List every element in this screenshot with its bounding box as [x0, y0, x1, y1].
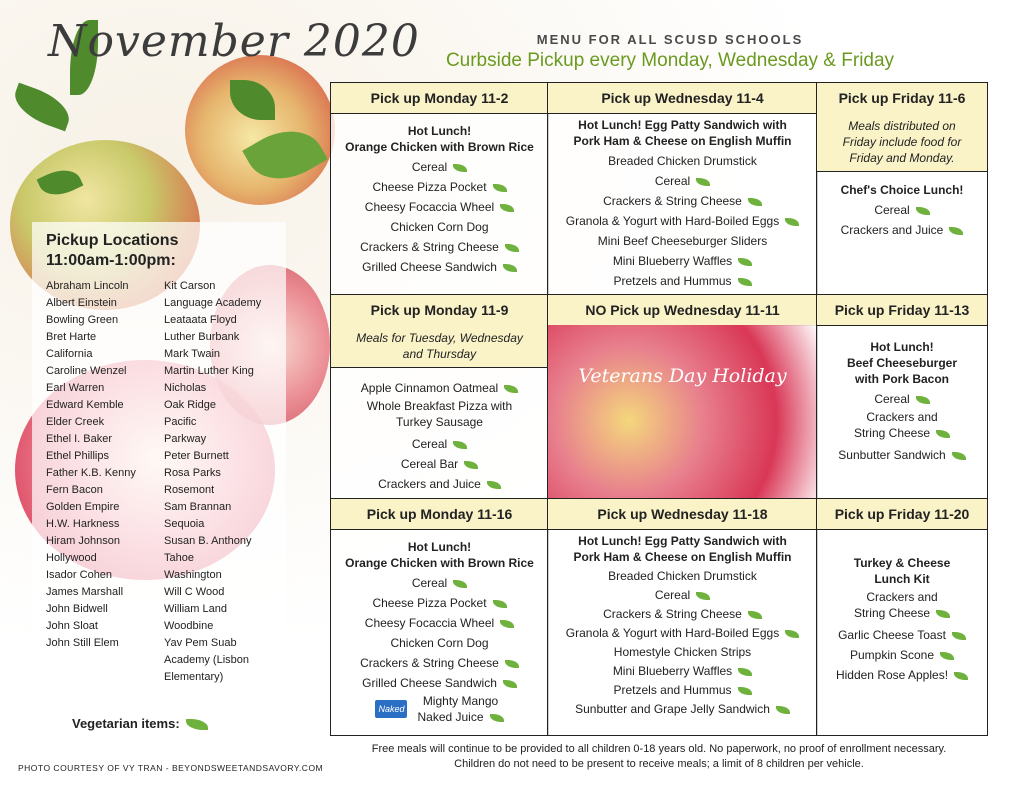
location-item: Will C Wood	[164, 586, 225, 598]
leaf-icon	[952, 452, 966, 460]
location-item: Albert Einstein	[46, 297, 117, 309]
location-item: Edward Kemble	[46, 399, 124, 411]
menu-item: Pretzels and Hummus	[548, 271, 817, 291]
vegetarian-legend: Vegetarian items:	[72, 716, 208, 731]
footer-note: Free meals will continue to be provided to all children 0-18 years old. No paperwork, no proof of enrollment necessary. Children do not need to be present to receive meals; a limit of 8 children per vehicle.	[371, 743, 947, 770]
leaf-icon	[940, 652, 954, 660]
menu-item: Crackers & String Cheese	[548, 191, 817, 211]
menu-item: Crackers and Juice	[817, 220, 987, 240]
menu-item: Breaded Chicken Drumstick	[608, 569, 757, 583]
leaf-icon	[949, 227, 963, 235]
location-item: Elementary)	[164, 671, 224, 683]
location-item: Elder Creek	[46, 416, 105, 428]
location-item: Yav Pem Suab	[164, 637, 237, 649]
leaf-icon	[696, 592, 710, 600]
menu-cell-friday-11-6	[816, 82, 988, 296]
menu-item: Chicken Corn Dog	[390, 220, 489, 234]
leaf-icon	[916, 207, 930, 215]
hot-lunch: Hot Lunch! Orange Chicken with Brown Rice	[345, 124, 534, 154]
menu-item: Pretzels and Hummus	[548, 681, 817, 700]
menu-item: Crackers & String Cheese	[548, 605, 817, 624]
menu-item: Cheese Pizza Pocket	[331, 593, 548, 613]
page-title: November 2020	[48, 16, 420, 67]
menu-cell-wednesday-11-4	[547, 82, 818, 296]
menu-item: Granola & Yogurt with Hard-Boiled Eggs	[548, 211, 817, 231]
apple-slice-image	[548, 325, 817, 499]
location-item: Sam Brannan	[164, 501, 232, 513]
leaf-icon	[453, 441, 467, 449]
hot-lunch: Chef's Choice Lunch!	[840, 183, 964, 197]
location-item: Language Academy	[164, 297, 262, 309]
location-item: Caroline Wenzel	[46, 365, 127, 377]
hot-lunch: Hot Lunch! Egg Patty Sandwich with Pork Ham & Cheese on English Muffin	[573, 118, 792, 148]
menu-item: Mini Blueberry Waffles	[548, 251, 817, 271]
menu-cell-friday-11-13	[816, 294, 988, 500]
leaf-icon	[696, 178, 710, 186]
cell-note: Meals distributed on Friday include food for Friday and Monday.	[817, 113, 987, 172]
holiday-label: Veterans Day Holiday	[578, 365, 787, 387]
pickup-heading: Curbside Pickup every Monday, Wednesday & Friday	[445, 50, 895, 71]
hot-lunch: Turkey & Cheese Lunch Kit	[853, 556, 951, 586]
leaf-icon	[186, 719, 208, 730]
menu-item: Turkey Sausage	[396, 415, 483, 429]
menu-item: Cereal Bar	[331, 454, 548, 474]
location-item: Academy (Lisbon	[164, 654, 249, 666]
location-item: Kit Carson	[164, 280, 216, 292]
menu-item: Grilled Cheese Sandwich	[331, 257, 548, 277]
leaf-icon	[748, 611, 762, 619]
location-item: John Sloat	[46, 620, 98, 632]
leaf-icon	[936, 430, 950, 438]
leaf-icon	[785, 630, 799, 638]
menu-cell-monday-11-9	[330, 294, 549, 500]
location-item: Mark Twain	[164, 348, 221, 360]
menu-cell-monday-11-16	[330, 498, 549, 736]
menu-item: Mini Beef Cheeseburger Sliders	[597, 234, 768, 248]
location-item: H.W. Harkness	[46, 518, 120, 530]
leaf-icon	[453, 580, 467, 588]
leaf-icon	[493, 600, 507, 608]
cell-heading: Pick up Wednesday 11-4	[548, 83, 817, 114]
menu-item: Crackers & String Cheese	[331, 653, 548, 673]
location-item: Rosa Parks	[164, 467, 221, 479]
leaf-icon	[503, 264, 517, 272]
leaf-icon	[490, 714, 504, 722]
menu-item: Sunbutter Sandwich	[817, 445, 987, 465]
menu-item: Apple Cinnamon Oatmeal	[331, 378, 548, 398]
cell-heading: Pick up Wednesday 11-18	[548, 499, 817, 530]
leaf-icon	[500, 620, 514, 628]
location-item: Luther Burbank	[164, 331, 240, 343]
locations-column-2	[164, 278, 288, 686]
leaf-icon	[936, 610, 950, 618]
leaf-icon	[738, 258, 752, 266]
menu-item: Cereal	[817, 389, 987, 409]
location-item: Tahoe	[164, 552, 194, 564]
leaf-icon	[487, 481, 501, 489]
menu-item: Crackers and Juice	[331, 474, 548, 494]
location-item: Martin Luther King	[164, 365, 254, 377]
location-item: Hollywood	[46, 552, 97, 564]
menu-item: Whole Breakfast Pizza with	[366, 399, 513, 413]
menu-item: Cereal	[331, 434, 548, 454]
menu-item: Breaded Chicken Drumstick	[608, 154, 757, 168]
location-item: Parkway	[164, 433, 207, 445]
menu-grid	[330, 82, 988, 736]
menu-cell-wednesday-11-11	[547, 294, 818, 500]
naked-juice-item: Naked Mighty Mango Naked Juice	[331, 693, 548, 725]
cell-heading: Pick up Monday 11-9	[331, 295, 548, 326]
menu-item: Garlic Cheese Toast	[817, 625, 987, 645]
menu-item: Cheesy Focaccia Wheel	[331, 197, 548, 217]
menu-item: String Cheese	[817, 605, 987, 621]
location-item: John Still Elem	[46, 637, 119, 649]
leaf-icon	[916, 396, 930, 404]
leaf-icon	[952, 632, 966, 640]
menu-item: Mini Blueberry Waffles	[548, 662, 817, 681]
location-item: Fern Bacon	[46, 484, 103, 496]
leaf-image	[9, 83, 76, 132]
location-item: Peter Burnett	[164, 450, 229, 462]
locations-title: Pickup Locations 11:00am-1:00pm:	[46, 232, 179, 269]
menu-item: Cheesy Focaccia Wheel	[331, 613, 548, 633]
leaf-icon	[500, 204, 514, 212]
location-item: Bret Harte	[46, 331, 97, 343]
menu-heading: MENU FOR ALL SCUSD SCHOOLS	[536, 32, 804, 47]
menu-cell-monday-11-2	[330, 82, 549, 296]
location-item: Leataata Floyd	[164, 314, 237, 326]
cell-heading: Pick up Friday 11-20	[817, 499, 987, 530]
leaf-icon	[464, 461, 478, 469]
leaf-icon	[785, 218, 799, 226]
leaf-icon	[504, 385, 518, 393]
location-item: Ethel Phillips	[46, 450, 109, 462]
menu-item: Crackers and	[866, 410, 938, 424]
photo-credit: PHOTO COURTESY OF VY TRAN - BEYONDSWEETANDSAVORY.COM	[18, 763, 324, 773]
location-item: Woodbine	[164, 620, 214, 632]
menu-item: Cereal	[331, 573, 548, 593]
menu-item: Cereal	[817, 200, 987, 220]
menu-item: Cereal	[548, 586, 817, 605]
location-item: Sequoia	[164, 518, 205, 530]
menu-item: Crackers and	[866, 590, 938, 604]
menu-item: Granola & Yogurt with Hard-Boiled Eggs	[548, 624, 817, 643]
location-item: Abraham Lincoln	[46, 280, 129, 292]
location-item: Ethel I. Baker	[46, 433, 113, 445]
location-item: Earl Warren	[46, 382, 105, 394]
location-item: Susan B. Anthony	[164, 535, 252, 547]
cell-note: Meals for Tuesday, Wednesday and Thursday	[331, 325, 548, 368]
location-item: Bowling Green	[46, 314, 119, 326]
leaf-icon	[453, 164, 467, 172]
leaf-icon	[738, 687, 752, 695]
location-item: Pacific	[164, 416, 197, 428]
cell-heading: Pick up Monday 11-2	[331, 83, 548, 114]
hot-lunch: Hot Lunch! Egg Patty Sandwich with Pork Ham & Cheese on English Muffin	[573, 534, 792, 564]
location-item: John Bidwell	[46, 603, 108, 615]
naked-logo: Naked	[375, 700, 407, 718]
menu-cell-wednesday-11-18	[547, 498, 818, 736]
menu-item: Crackers & String Cheese	[331, 237, 548, 257]
location-item: California	[46, 348, 93, 360]
menu-item: Hidden Rose Apples!	[817, 665, 987, 685]
location-item: William Land	[164, 603, 227, 615]
menu-item: Homestyle Chicken Strips	[613, 645, 752, 659]
menu-item: Chicken Corn Dog	[390, 636, 489, 650]
location-item: Hiram Johnson	[46, 535, 120, 547]
menu-item: Grilled Cheese Sandwich	[331, 673, 548, 693]
menu-item: Cereal	[548, 171, 817, 191]
location-item: James Marshall	[46, 586, 124, 598]
leaf-icon	[738, 278, 752, 286]
leaf-icon	[503, 680, 517, 688]
location-item: Washington	[164, 569, 222, 581]
leaf-icon	[748, 198, 762, 206]
location-item: Oak Ridge	[164, 399, 216, 411]
leaf-icon	[493, 184, 507, 192]
menu-item: Cheese Pizza Pocket	[331, 177, 548, 197]
menu-item: Sunbutter and Grape Jelly Sandwich	[548, 700, 817, 719]
location-item: Nicholas	[164, 382, 207, 394]
cell-heading: Pick up Friday 11-6	[817, 83, 987, 114]
hot-lunch: Hot Lunch! Beef Cheeseburger with Pork Bacon	[846, 340, 958, 386]
locations-column-1	[46, 278, 170, 652]
menu-item: Pumpkin Scone	[817, 645, 987, 665]
cell-heading: Pick up Monday 11-16	[331, 499, 548, 530]
leaf-icon	[738, 668, 752, 676]
cell-heading: Pick up Friday 11-13	[817, 295, 987, 326]
apple-image	[185, 55, 335, 205]
menu-item: Cereal	[331, 157, 548, 177]
location-item: Isador Cohen	[46, 569, 113, 581]
leaf-icon	[954, 672, 968, 680]
leaf-icon	[776, 706, 790, 714]
hot-lunch: Hot Lunch! Orange Chicken with Brown Rice	[345, 540, 534, 570]
menu-cell-friday-11-20	[816, 498, 988, 736]
leaf-icon	[505, 660, 519, 668]
menu-item: String Cheese	[817, 425, 987, 441]
location-item: Golden Empire	[46, 501, 120, 513]
location-item: Rosemont	[164, 484, 215, 496]
leaf-icon	[505, 244, 519, 252]
location-item: Father K.B. Kenny	[46, 467, 136, 479]
cell-heading: NO Pick up Wednesday 11-11	[548, 295, 817, 326]
